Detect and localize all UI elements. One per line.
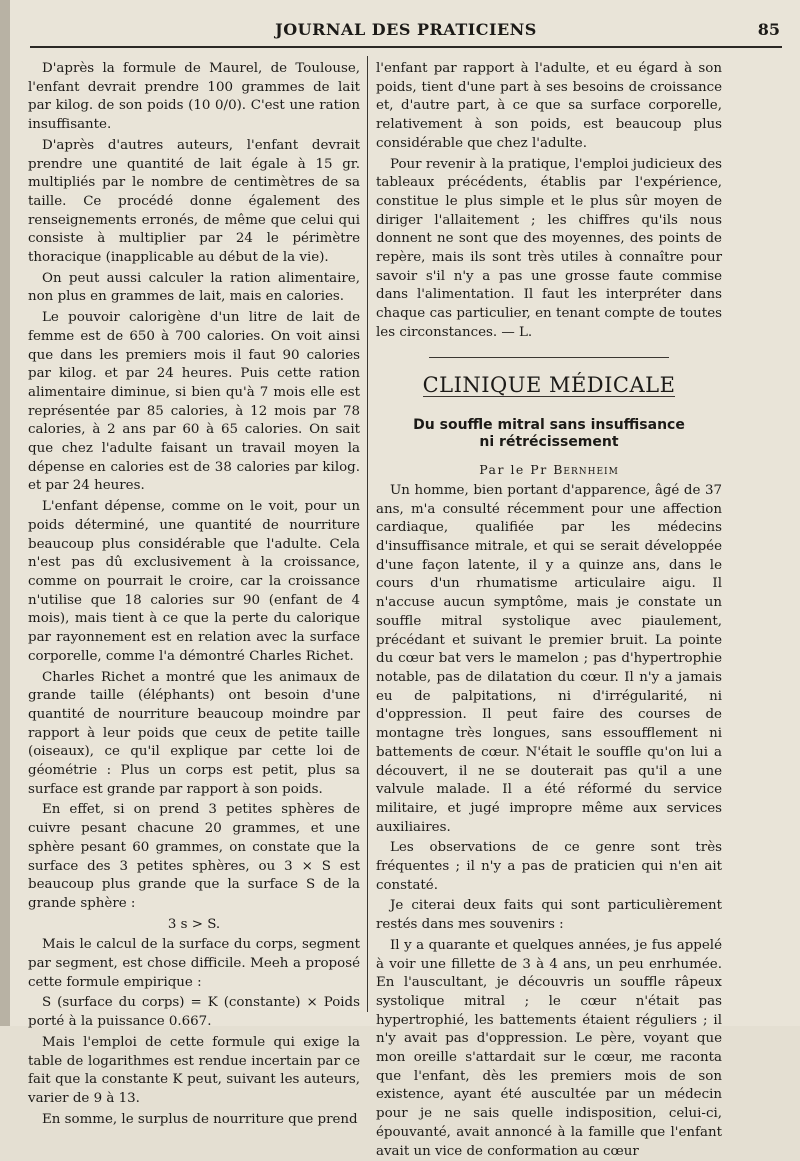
paragraph: D'après d'autres auteurs, l'enfant devrait prendre une quantité de lait égale à 15 gr. multipliés par le nombre de centimètres de sa taille. Ce procédé donne également des renseignements erronés, de même que celui qui consiste à multiplier par 24 le périmètre thoracique (inapplicable au début de la vie). xyxy=(28,137,360,266)
paragraph: Mais l'emploi de cette formule qui exige la table de logarithmes est rendue incertain par ce fait que la constante K peut, suivant les auteurs, varier de 9 à 13. xyxy=(28,1034,360,1106)
paragraph: En somme, le surplus de nourriture que prend xyxy=(42,1111,358,1127)
paragraph: Les observations de ce genre sont très fréquentes ; il n'y a pas de praticien qui n'en ait constaté. xyxy=(376,840,722,893)
paragraph: Un homme, bien portant d'apparence, âgé de 37 ans, m'a consulté récemment pour une affection cardiaque, qualifiée par les médecins d'insuffisance mitrale, et qui se serait développée d'une façon latente, il y a quinze ans, dans le cours d'un rhumatisme articulaire aigu. Il n'accuse aucun symptôme, mais je constate un souffle mitral systolique avec piaulement, précédant et suivant le premier bruit. La pointe du cœur bat vers le mamelon ; pas d'hypertrophie notable, pas de dilatation du cœur. Il n'y a jamais eu de palpitations, ni d'irrégularité, ni d'oppression. Il peut faire des courses de montagne très longues, sans essoufflement ni battements de cœur. N'était le souffle qu'on lui a découvert, il ne se douterait pas qu'il a une valvule malade. Il a été réformé du service militaire, et jugé impropre même aux services auxiliaires. xyxy=(376,482,722,835)
right-column xyxy=(376,60,722,1159)
paragraph: Le pouvoir calorigène d'un litre de lait de femme est de 650 à 700 calories. On voit ainsi que dans les premiers mois il faut 90 calories par kilog. et par 24 heures. Puis cette ration alimentaire diminue, si bien qu'à 7 mois elle est représentée par 85 calories, à 12 mois par 78 calories, à 2 ans par 60 à 65 calories. On sait que chez l'adulte faisant un travail moyen la dépense en calories est de 38 calories par kilog. et par 24 heures. xyxy=(28,310,360,494)
byline-author: Bernheim xyxy=(553,462,619,478)
byline-prefix: Par le Pr xyxy=(479,462,548,478)
section-title xyxy=(376,372,722,398)
left-column xyxy=(28,60,360,1127)
column-divider xyxy=(367,56,368,1012)
section-title-text: CLINIQUE MÉDICALE xyxy=(422,372,676,397)
formula: 3 s > S. xyxy=(167,916,221,932)
paragraph: Pour revenir à la pratique, l'emploi judicieux des tableaux précédents, établis par l'expérience, constitue le plus simple et le plus sûr moyen de diriger l'allaitement ; les chiffres qu'ils nous donnent ne sont que des moyennes, des points de repère, mais ils sont très utiles à connaître pour savoir s'il n'y a pas une grosse faute commise dans l'alimentation. Il faut les interpréter dans chaque cas particulier, en tenant compte de toutes les circonstances. — L. xyxy=(376,156,722,340)
paragraph: D'après la formule de Maurel, de Toulouse, l'enfant devrait prendre 100 grammes de lait par kilog. de son poids (10 0/0). C'est une ration insuffisante. xyxy=(28,61,360,133)
running-header xyxy=(30,12,782,48)
paragraph: S (surface du corps) = K (constante) × Poids porté à la puissance 0.667. xyxy=(28,995,360,1030)
paragraph: Il y a quarante et quelques années, je fus appelé à voir une fillette de 3 à 4 ans, un peu enrhumée. En l'auscultant, je découvris un souffle râpeux systolique mitral ; le cœur n'était pas hypertrophié, les battements étaient réguliers ; il n'y avait pas d'oppression. Le père, voyant que mon oreille s'attardait sur le cœur, me raconta que l'enfant, dès les premiers mois de son existence, ayant été auscultée par un médecin pour je ne sais quelle indisposition, celui-ci, épouvanté, avait annoncé à la famille que l'enfant avait un vice de conformation au cœur xyxy=(376,937,722,1159)
article-end-rule xyxy=(429,357,669,358)
page-binding-edge xyxy=(0,0,10,1026)
paragraph: l'enfant par rapport à l'adulte, et eu égard à son poids, tient d'une part à ses besoins de croissance et, d'autre part, à ce que sa surface corporelle, relativement à son poids, est beaucoup plus considérable que chez l'adulte. xyxy=(376,61,722,151)
article-title xyxy=(376,417,722,451)
page-number: 85 xyxy=(757,20,780,39)
paragraph: En effet, si on prend 3 petites sphères de cuivre pesant chacune 20 grammes, et une sphère pesant 60 grammes, on constate que la surface des 3 petites sphères, ou 3 × S est beaucoup plus grande que la surface S de la grande sphère : xyxy=(28,802,360,911)
paragraph: Mais le calcul de la surface du corps, segment par segment, est chose difficile. Meeh a proposé cette formule empirique : xyxy=(28,937,360,990)
byline xyxy=(376,461,722,480)
paragraph: L'enfant dépense, comme on le voit, pour un poids déterminé, une quantité de nourriture beaucoup plus considérable que l'adulte. Cela n'est pas dû exclusivement à la croissance, comme on pourrait le croire, car la croissance n'utilise que 18 calories sur 90 (enfant de 4 mois), mais tient à ce que la perte du calorique par rayonnement est en relation avec la surface corporelle, comme l'a démontré Charles Richet. xyxy=(28,499,360,664)
journal-title: JOURNAL DES PRATICIENS xyxy=(275,20,537,39)
article-title-line: Du souffle mitral sans insuffisance xyxy=(413,417,685,434)
paragraph: Je citerai deux faits qui sont particulièrement restés dans mes souvenirs : xyxy=(376,898,722,933)
paragraph: On peut aussi calculer la ration alimentaire, non plus en grammes de lait, mais en calories. xyxy=(28,270,360,305)
paragraph: Charles Richet a montré que les animaux de grande taille (éléphants) ont besoin d'une quantité de nourriture beaucoup moindre par rapport à leur poids que ceux de petite taille (oiseaux), ce qu'il explique par cette loi de géométrie : Plus un corps est petit, plus sa surface est grande par rapport à son poids. xyxy=(28,669,360,797)
article-title-line: ni rétrécissement xyxy=(479,434,619,451)
